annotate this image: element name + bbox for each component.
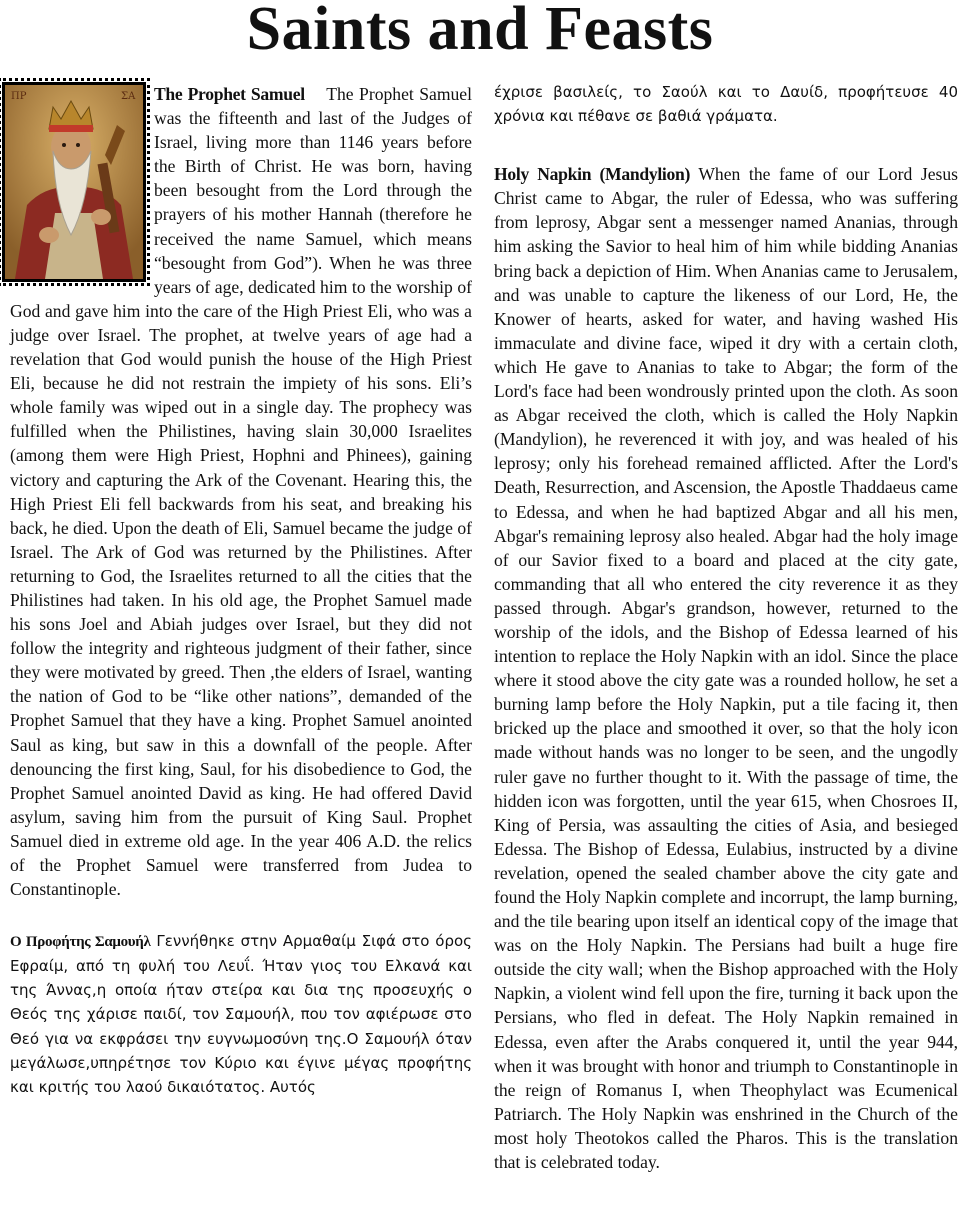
icon-painting — [5, 85, 143, 279]
svg-text:ΣΑ: ΣΑ — [121, 91, 136, 102]
samuel-greek-heading: Ο Προφήτης Σαμουήλ — [10, 934, 151, 951]
napkin-article — [494, 162, 958, 1174]
napkin-heading: Holy Napkin (Mandylion) — [494, 164, 691, 185]
samuel-body: The Prophet Samuel was the fifteenth and last of the Judges of Israel, living more than 1146 years before the Birth of Christ. He was born, having been besought from the Lord through the prayers of his mother Hannah (therefore he received the name Samuel, which means “besought from God”). When he was three years of age, dedicated him to the worship of God and gave him into the care of the High Priest Eli, who was a judge over Israel. The prophet, at twelve years of age had a revelation that God would punish the house of the High Priest Eli, because he did not restrain the impiety of his sons. Eli’s whole family was wiped out in a single day. The prophecy was fulfilled when the Philistines, having slain 30,000 Israelites (among them were High Priest, Hophni and Phinees), gaining victory and capturing the Ark of the Covenant. Hearing this, the High Priest Eli fell backwards from his seat, and breaking his back, he died. Upon the death of Eli, Samuel became the judge of Israel. The Ark of God was returned by the Philistines. After returning to God, the Israelites returned to all the cities that the Philistines had taken. In his old age, the Prophet Samuel made his sons Joel and Abiah judges over Israel, but they did not follow the integrity and righteous judgment of their father, since they were motivated by greed. Then ,the elders of Israel, wanting the nation of God to be “like other nations”, demanded of the Prophet Samuel that they have a king. Prophet Samuel anointed Saul as king, but saw in this a downfall of the people. After denouncing the first king, Saul, for his disobedience to God, the Prophet Samuel anointed David as king. He had offered David asylum, saving him from the pursuit of King Saul. Prophet Samuel died in extreme old age. In the year 406 A.D. the relics of the Prophet Samuel were transferred from Judea to Constantinople. — [10, 84, 473, 900]
prophet-samuel-icon — [2, 82, 146, 282]
samuel-greek-continued: έχρισε βασιλείς, το Σαούλ και το Δαυίδ, προφήτευσε 40 χρόνια και πέθανε σε βαθιά γράματα. — [494, 83, 958, 126]
samuel-greek-article — [10, 929, 472, 1099]
right-column — [494, 80, 958, 1174]
samuel-greek-body: Γεννήθηκε στην Αρμαθαίμ Σιφά στο όρος Εφραίμ, από τη φυλή του Λευΐ. Ήταν γιος του Ελκανά και της Άννας,η οποία ήταν στείρα και δια της προσευχής ο Θεός της χάρισε παιδί, τον Σαμουήλ, που τον αφιέρωσε στο Θεό για να εκφράσει την ευγνωμοσύνη της.Ο Σαμουήλ όταν μεγάλωσε,υπηρέτησε τον Κύριο και έγινε μέγας προφήτης και κριτής του λαού δικαιότατος. Αυτός — [10, 932, 472, 1096]
samuel-heading: The Prophet Samuel — [154, 84, 305, 104]
napkin-body: When the fame of our Lord Jesus Christ came to Abgar, the ruler of Edessa, who was suffering from leprosy, Abgar sent a messenger named Ananias, through him asking the Savior to heal him of him while bidding Ananias bring back a depiction of Him. When Ananias came to Jerusalem, and was unable to capture the likeness of our Lord, He, the Knower of hearts, asked for water, and having washed His immaculate and divine face, wiped it dry with a certain cloth, which He gave to Ananias to take to Abgar; the form of the Lord's face had been wondrously printed upon the cloth. As soon as Abgar received the cloth, which is called the Holy Napkin (Mandylion), he reverenced it with joy, and was healed of his leprosy; only his forehead remained afflicted. After the Lord's Death, Resurrection, and Ascension, the Apostle Thaddaeus came to Edessa, and when he had baptized Abgar and all his men, Abgar's remaining leprosy also healed. Abgar had the holy image of our Savior fixed to a board and placed at the city gate, commanding that all who entered the city reverence it as they passed through. Abgar's grandson, however, returned to the worship of the idols, and the Bishop of Edessa learned of his intention to replace the Holy Napkin with an idol. Since the place where it stood above the city gate was a rounded hollow, he set a burning lamp before the Holy Napkin, put a tile facing it, then bricked up the place and smoothed it over, so that the holy icon made without hands was no longer to be seen, and the ungodly ruler gave no further thought to it. With the passage of time, the hidden icon was forgotten, until the year 615, when Chosroes II, King of Persia, was assaulting the cities of Asia, and besieged Edessa. The Bishop of Edessa, Eulabius, instructed by a divine revelation, opened the sealed chamber above the city gate and found the Holy Napkin complete and incorrupt, the lamp burning, and the tile bearing upon itself an identical copy of the image that was on the Holy Napkin. The Persians had built a huge fire outside the city wall; when the Bishop approached with the Holy Napkin, a violent wind fell upon the fire, turning it back upon the Persians, who fled in defeat. The Holy Napkin remained in Edessa, even after the Arabs conquered it, until the year 944, when it was brought with honor and triumph to Constantinople in the reign of Romanus I, when Theophylact was Ecumenical Patriarch. The Holy Napkin was enshrined in the Church of the most holy Theotokos called the Pharos. This is the translation that is celebrated today. — [494, 164, 958, 1173]
svg-text:ΠΡ: ΠΡ — [11, 91, 27, 102]
page-title: Saints and Feasts — [246, 0, 714, 63]
left-column — [10, 82, 472, 1099]
